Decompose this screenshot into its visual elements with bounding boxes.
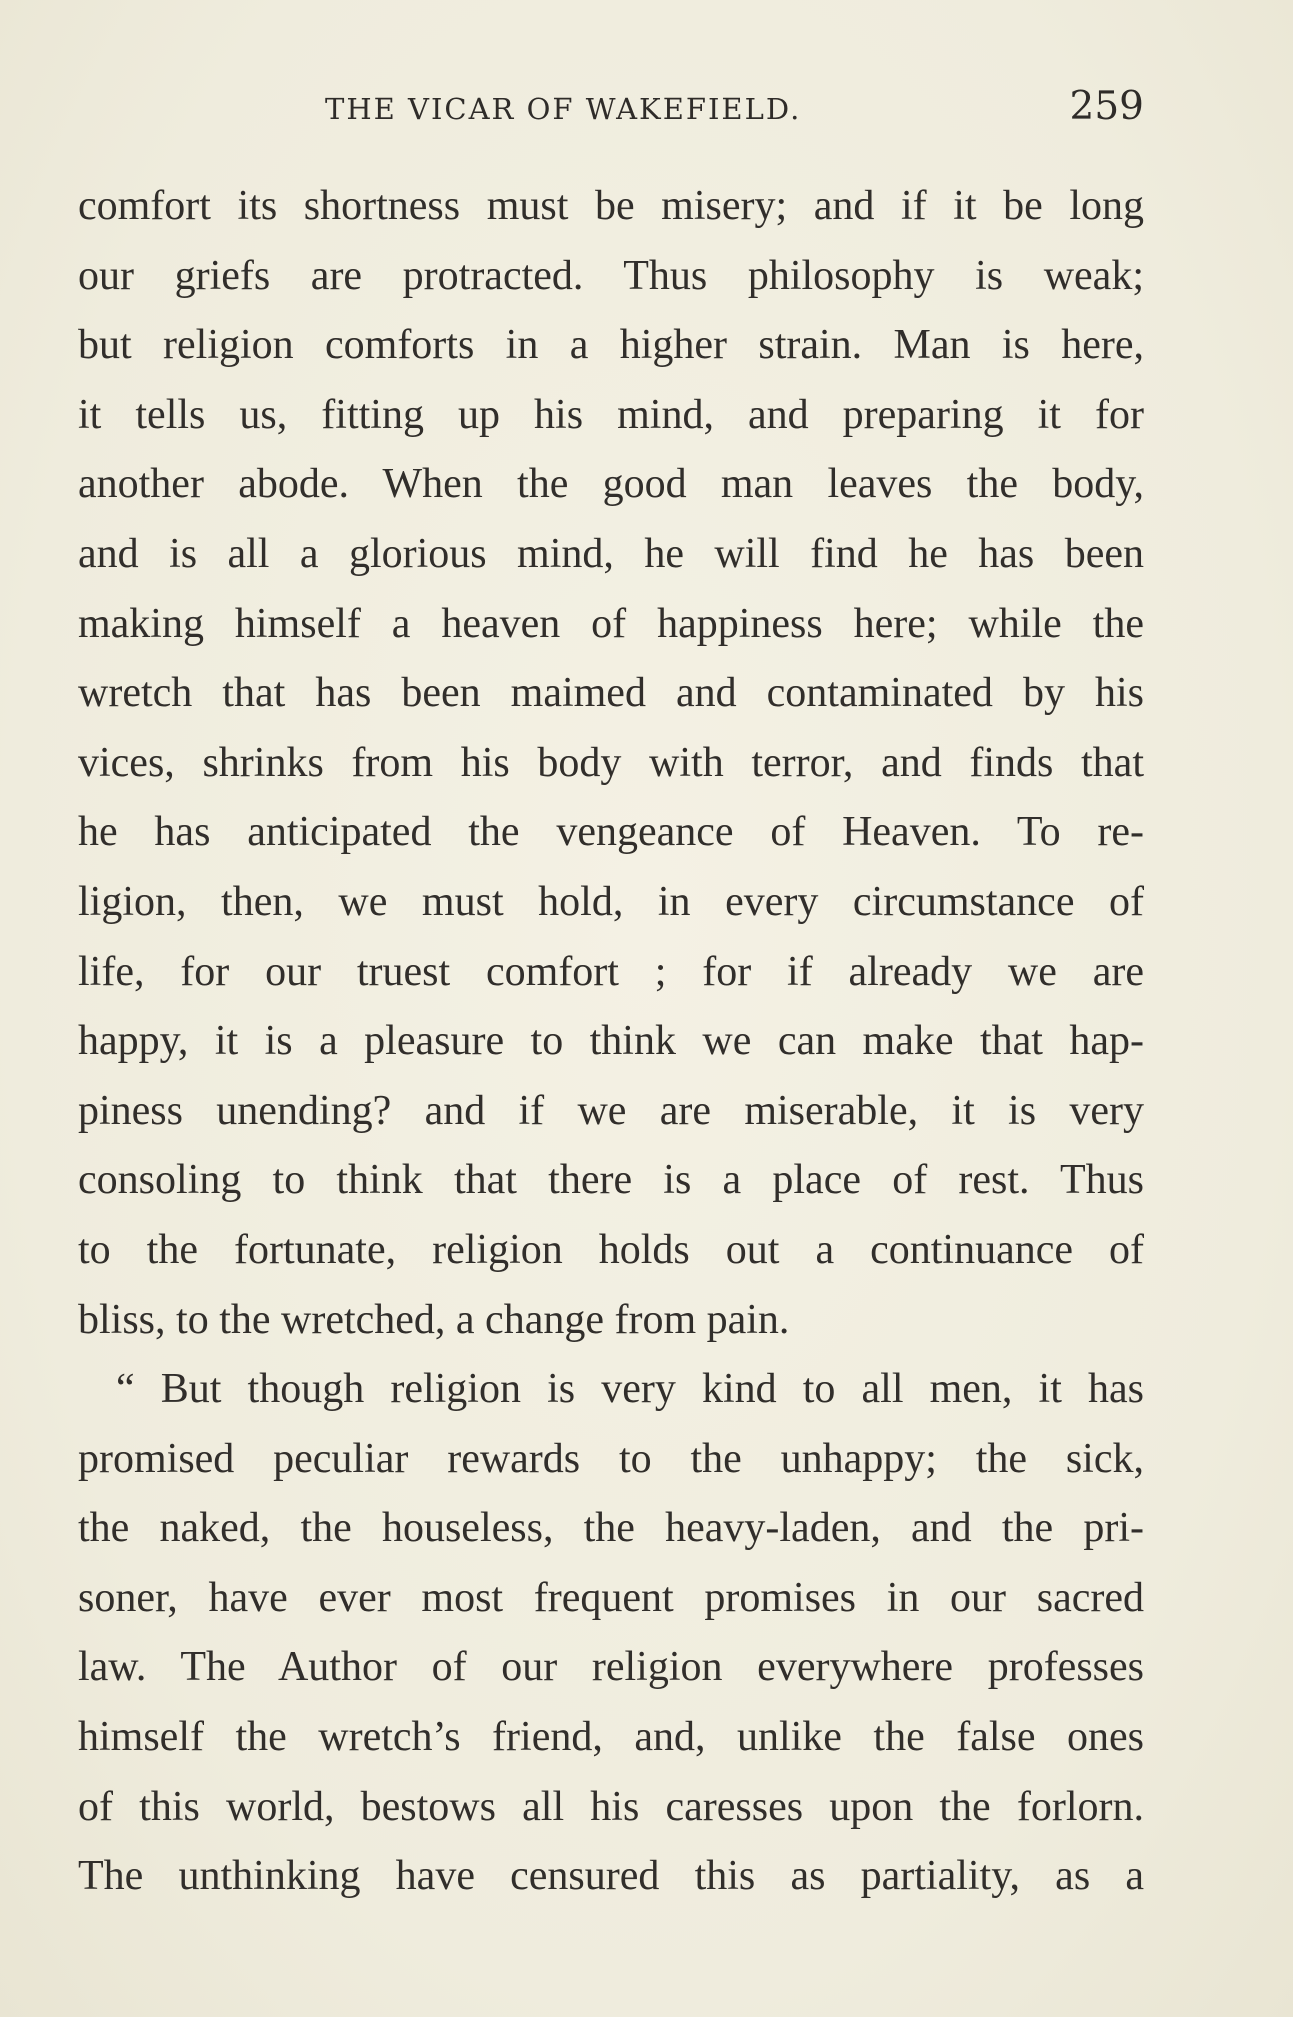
running-head: THE VICAR OF WAKEFIELD. (325, 92, 802, 126)
paragraph-end-line: bliss, to the wretched, a change from pain. (78, 1296, 790, 1343)
paragraph-start-line: “ But though religion is very kind to all men, it has (116, 1366, 1144, 1413)
text-line: our griefs are protracted. Thus philosophy is weak; (78, 252, 1144, 299)
text-line: himself the wretch’s friend, and, unlike the false ones (78, 1714, 1144, 1761)
text-line: consoling to think that there is a place of rest. Thus (78, 1157, 1144, 1204)
text-line: it tells us, fitting up his mind, and preparing it for (78, 391, 1144, 438)
text-line: soner, have ever most frequent promises in our sacred (78, 1574, 1144, 1621)
text-line: law. The Author of our religion everywhere professes (78, 1644, 1144, 1691)
text-line: wretch that has been maimed and contaminated by his (78, 670, 1144, 717)
page-number: 259 (1069, 84, 1144, 129)
text-line: he has anticipated the vengeance of Heaven. To re- (78, 809, 1144, 856)
text-line: making himself a heaven of happiness here; while the (78, 600, 1144, 647)
text-line: another abode. When the good man leaves the body, (78, 461, 1144, 508)
text-line: piness unending? and if we are miserable, it is very (78, 1087, 1144, 1134)
body-text (78, 172, 1144, 1912)
text-line: comfort its shortness must be misery; and if it be long (78, 183, 1144, 229)
page-header (78, 84, 1144, 134)
text-line: The unthinking have censured this as partiality, as a (78, 1853, 1144, 1900)
text-line: of this world, bestows all his caresses upon the forlorn. (78, 1783, 1144, 1830)
text-line: promised peculiar rewards to the unhappy; the sick, (78, 1435, 1144, 1482)
text-line: to the fortunate, religion holds out a continuance of (78, 1226, 1144, 1273)
text-line: and is all a glorious mind, he will find he has been (78, 530, 1144, 577)
text-line: life, for our truest comfort ; for if already we are (78, 948, 1144, 995)
text-line: vices, shrinks from his body with terror, and finds that (78, 739, 1144, 786)
text-line: happy, it is a pleasure to think we can make that hap- (78, 1018, 1144, 1065)
text-line: ligion, then, we must hold, in every circumstance of (78, 878, 1144, 925)
text-line: but religion comforts in a higher strain. Man is here, (78, 322, 1144, 369)
text-line: the naked, the houseless, the heavy-laden, and the pri- (78, 1505, 1144, 1552)
